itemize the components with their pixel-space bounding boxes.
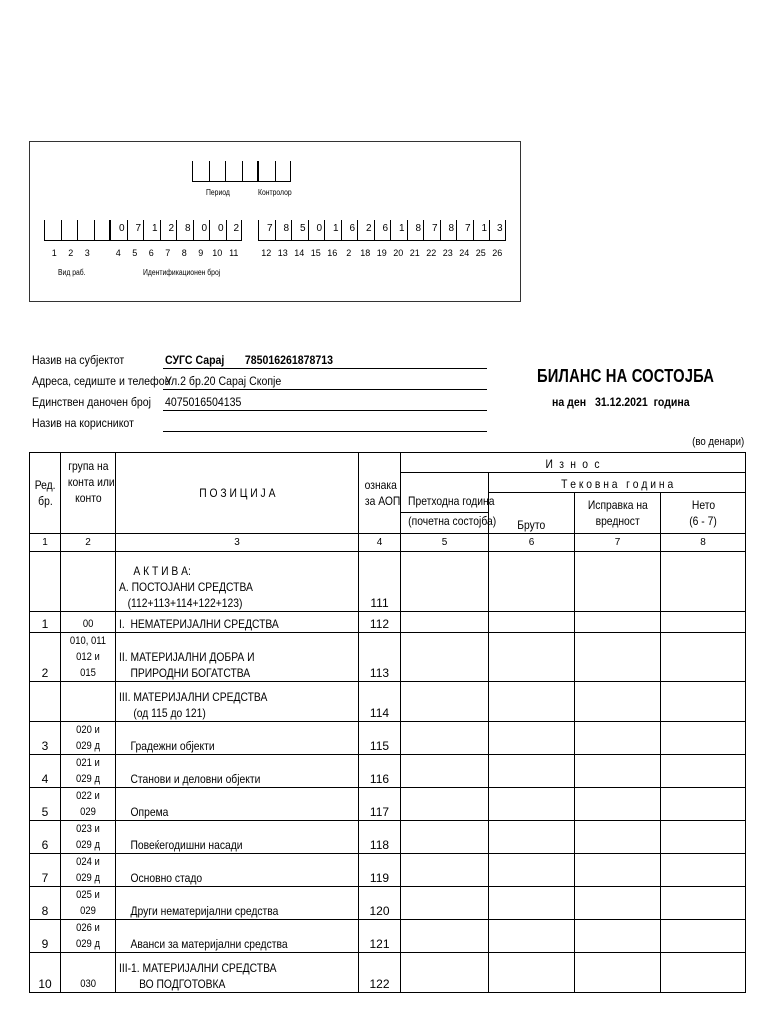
row-amount-adj[interactable] xyxy=(575,722,661,755)
position-number: 23 xyxy=(442,248,453,258)
position-number: 25 xyxy=(475,248,486,258)
currency-note: (во денари) xyxy=(691,436,744,448)
row-amount-gross[interactable] xyxy=(489,854,575,887)
position-number: 4 xyxy=(115,248,121,258)
row-aop: 122 xyxy=(359,953,401,993)
position-number: 21 xyxy=(409,248,420,258)
col-red-header: Ред. бр. xyxy=(30,453,61,534)
row-number: 3 xyxy=(30,722,61,755)
col-net-header: Нето (6 - 7) xyxy=(661,493,746,534)
row-amount-prev[interactable] xyxy=(401,612,489,633)
row-aop: 113 xyxy=(359,633,401,682)
position-number: 12 xyxy=(261,248,272,258)
row-account-group: 020 и 029 д xyxy=(61,722,116,755)
row-amount-prev[interactable] xyxy=(401,755,489,788)
numbers-row-a xyxy=(46,248,96,258)
row-position: Станови и деловни објекти xyxy=(116,755,359,788)
table-row xyxy=(30,920,746,953)
row-amount-gross[interactable] xyxy=(489,612,575,633)
row-amount-gross[interactable] xyxy=(489,755,575,788)
row-amount-gross[interactable] xyxy=(489,887,575,920)
id-digit-cell: 0 xyxy=(209,220,226,241)
table-row xyxy=(30,788,746,821)
row-position: II. МАТЕРИЈАЛНИ ДОБРА И ПРИРОДНИ БОГАТСТВА xyxy=(116,633,359,682)
col-prev-header: Претходна година (почетна состојба) xyxy=(401,473,489,534)
type-label: Вид раб. xyxy=(58,268,86,277)
row-amount-net[interactable] xyxy=(661,920,746,953)
row-position: III. МАТЕРИЈАЛНИ СРЕДСТВА (од 115 до 121) xyxy=(116,682,359,722)
tax-value: 4075016504135 xyxy=(165,395,242,409)
numbers-row-c xyxy=(258,248,506,258)
row-position: Опрема xyxy=(116,788,359,821)
address-value: Ул.2 бр.20 Сарај Скопје xyxy=(165,374,282,388)
id-digit-cell: 7 xyxy=(423,220,440,241)
position-number: 10 xyxy=(212,248,223,258)
row-amount-prev[interactable] xyxy=(401,633,489,682)
row-aop: 116 xyxy=(359,755,401,788)
row-number: 7 xyxy=(30,854,61,887)
row-amount-adj[interactable] xyxy=(575,887,661,920)
position-number: 7 xyxy=(165,248,171,258)
row-number: 10 xyxy=(30,953,61,993)
document-date: на ден 31.12.2021 година xyxy=(552,395,690,409)
control-label: Контролор xyxy=(258,188,292,197)
column-number-row: 1 2 3 4 5 6 7 8 xyxy=(30,534,746,552)
id-digit-cell: 7 xyxy=(258,220,275,241)
row-account-group xyxy=(61,552,116,612)
row-amount-gross[interactable] xyxy=(489,788,575,821)
table-row xyxy=(30,821,746,854)
row-number: 4 xyxy=(30,755,61,788)
position-number: 24 xyxy=(459,248,470,258)
numbers-row-b xyxy=(110,248,242,258)
row-position: А К Т И В А: А. ПОСТОЈАНИ СРЕДСТВА (112+113+114+122+123) xyxy=(116,552,359,612)
position-number: 1 xyxy=(51,248,57,258)
row-position: Основно стадо xyxy=(116,854,359,887)
row-position: Повеќегодишни насади xyxy=(116,821,359,854)
table-row xyxy=(30,953,746,993)
row-account-group: 021 и 029 д xyxy=(61,755,116,788)
type-cells xyxy=(44,220,110,241)
id-digit-cell: 2 xyxy=(226,220,243,241)
position-number: 8 xyxy=(181,248,187,258)
row-amount-gross[interactable] xyxy=(489,682,575,722)
row-amount-gross[interactable] xyxy=(489,633,575,682)
row-position: III-1. МАТЕРИЈАЛНИ СРЕДСТВА ВО ПОДГОТОВКА xyxy=(116,953,359,993)
row-number: 6 xyxy=(30,821,61,854)
row-position: Градежни објекти xyxy=(116,722,359,755)
row-amount-adj[interactable] xyxy=(575,612,661,633)
row-amount-net[interactable] xyxy=(661,612,746,633)
position-number: 3 xyxy=(84,248,90,258)
position-number: 9 xyxy=(198,248,204,258)
id-cells-2 xyxy=(258,220,506,241)
table-row xyxy=(30,755,746,788)
id-digit-cell: 2 xyxy=(357,220,374,241)
id-digit-cell: 0 xyxy=(110,220,127,241)
row-amount-gross[interactable] xyxy=(489,552,575,612)
document-title: БИЛАНС НА СОСТОЈБА xyxy=(537,366,715,386)
row-number: 8 xyxy=(30,887,61,920)
position-number: 19 xyxy=(376,248,387,258)
position-number: 20 xyxy=(393,248,404,258)
address-underline xyxy=(163,389,487,390)
row-amount-net[interactable] xyxy=(661,788,746,821)
balance-table xyxy=(29,452,746,993)
row-account-group: 030 xyxy=(61,953,116,993)
position-number: 6 xyxy=(148,248,154,258)
row-account-group: 010, 011 012 и 015 xyxy=(61,633,116,682)
period-label: Период xyxy=(206,188,230,197)
period-cells xyxy=(192,161,258,182)
row-amount-gross[interactable] xyxy=(489,821,575,854)
control-cells xyxy=(258,161,291,182)
row-position: Аванси за материјални средства xyxy=(116,920,359,953)
row-aop: 121 xyxy=(359,920,401,953)
row-amount-adj[interactable] xyxy=(575,953,661,993)
row-aop: 120 xyxy=(359,887,401,920)
id-digit-cell: 6 xyxy=(341,220,358,241)
name-label: Назив на субјектот xyxy=(32,353,125,367)
tax-underline xyxy=(163,410,487,411)
table-row xyxy=(30,887,746,920)
row-amount-net[interactable] xyxy=(661,887,746,920)
row-amount-net[interactable] xyxy=(661,953,746,993)
row-amount-adj[interactable] xyxy=(575,821,661,854)
col-aop-header: ознака за АОП xyxy=(359,453,401,534)
row-position: I. НЕМАТЕРИЈАЛНИ СРЕДСТВА xyxy=(116,612,359,633)
name-underline xyxy=(163,368,487,369)
row-account-group: 00 xyxy=(61,612,116,633)
row-number xyxy=(30,682,61,722)
row-amount-net[interactable] xyxy=(661,755,746,788)
row-amount-adj[interactable] xyxy=(575,788,661,821)
row-aop: 111 xyxy=(359,552,401,612)
row-number xyxy=(30,552,61,612)
position-number: 16 xyxy=(327,248,338,258)
id-digit-cell: 3 xyxy=(489,220,506,241)
user-underline xyxy=(163,431,487,432)
row-amount-net[interactable] xyxy=(661,682,746,722)
user-label: Назив на корисникот xyxy=(32,416,134,430)
row-account-group: 025 и 029 xyxy=(61,887,116,920)
address-label: Адреса, седиште и телефон xyxy=(32,374,171,388)
table-row xyxy=(30,682,746,722)
row-number: 2 xyxy=(30,633,61,682)
position-number: 15 xyxy=(310,248,321,258)
row-amount-prev[interactable] xyxy=(401,722,489,755)
row-position: Други нематеријални средства xyxy=(116,887,359,920)
table-row xyxy=(30,854,746,887)
row-amount-prev[interactable] xyxy=(401,920,489,953)
row-amount-prev[interactable] xyxy=(401,887,489,920)
position-number: 5 xyxy=(132,248,138,258)
position-number: 13 xyxy=(277,248,288,258)
table-row xyxy=(30,612,746,633)
col-gross-header: Бруто xyxy=(489,493,575,534)
id-label: Идентификационен број xyxy=(143,268,221,277)
row-amount-adj[interactable] xyxy=(575,682,661,722)
col-current-header: Т е к о в н а г о д и н а xyxy=(489,473,746,493)
position-number: 11 xyxy=(229,248,239,258)
table-row xyxy=(30,633,746,682)
row-aop: 119 xyxy=(359,854,401,887)
id-digit-cell: 2 xyxy=(160,220,177,241)
row-amount-gross[interactable] xyxy=(489,953,575,993)
row-aop: 112 xyxy=(359,612,401,633)
id-digit-cell: 6 xyxy=(374,220,391,241)
row-amount-prev[interactable] xyxy=(401,821,489,854)
row-amount-net[interactable] xyxy=(661,633,746,682)
row-amount-adj[interactable] xyxy=(575,755,661,788)
row-amount-prev[interactable] xyxy=(401,788,489,821)
row-amount-adj[interactable] xyxy=(575,552,661,612)
id-digit-cell: 8 xyxy=(440,220,457,241)
col-position-header: П О З И Ц И Ј А xyxy=(116,453,359,534)
row-amount-prev[interactable] xyxy=(401,953,489,993)
row-account-group: 023 и 029 д xyxy=(61,821,116,854)
row-amount-adj[interactable] xyxy=(575,633,661,682)
row-number: 1 xyxy=(30,612,61,633)
id-digit-cell: 1 xyxy=(390,220,407,241)
row-amount-prev[interactable] xyxy=(401,854,489,887)
row-number: 9 xyxy=(30,920,61,953)
row-amount-adj[interactable] xyxy=(575,854,661,887)
row-amount-gross[interactable] xyxy=(489,920,575,953)
id-digit-cell: 1 xyxy=(324,220,341,241)
id-digit-cell: 1 xyxy=(143,220,160,241)
col-amount-header: И з н о с xyxy=(401,453,746,473)
identification-box xyxy=(29,141,521,302)
position-number: 2 xyxy=(68,248,74,258)
id-digit-cell: 7 xyxy=(456,220,473,241)
position-number: 18 xyxy=(360,248,371,258)
table-row xyxy=(30,552,746,612)
id-digit-cell: 1 xyxy=(473,220,490,241)
row-amount-net[interactable] xyxy=(661,821,746,854)
row-number: 5 xyxy=(30,788,61,821)
id-digit-cell: 8 xyxy=(275,220,292,241)
position-number: 22 xyxy=(426,248,437,258)
position-number: 2 xyxy=(346,248,352,258)
row-amount-prev[interactable] xyxy=(401,552,489,612)
id-digit-cell: 8 xyxy=(407,220,424,241)
row-account-group: 022 и 029 xyxy=(61,788,116,821)
position-number: 14 xyxy=(294,248,305,258)
row-aop: 117 xyxy=(359,788,401,821)
col-group-header: група на конта или конто xyxy=(61,453,116,534)
row-account-group: 026 и 029 д xyxy=(61,920,116,953)
row-aop: 114 xyxy=(359,682,401,722)
row-aop: 118 xyxy=(359,821,401,854)
name-value: СУГС Сарај 785016261878713 xyxy=(165,353,333,367)
row-amount-prev[interactable] xyxy=(401,682,489,722)
id-cells-1 xyxy=(110,220,242,241)
row-aop: 115 xyxy=(359,722,401,755)
id-digit-cell: 5 xyxy=(291,220,308,241)
row-account-group xyxy=(61,682,116,722)
row-amount-adj[interactable] xyxy=(575,920,661,953)
id-digit-cell: 0 xyxy=(193,220,210,241)
table-row xyxy=(30,722,746,755)
row-amount-net[interactable] xyxy=(661,854,746,887)
tax-label: Единствен даночен број xyxy=(32,395,151,409)
position-number: 26 xyxy=(492,248,503,258)
id-digit-cell: 8 xyxy=(176,220,193,241)
row-amount-net[interactable] xyxy=(661,552,746,612)
id-digit-cell: 7 xyxy=(127,220,144,241)
row-amount-gross[interactable] xyxy=(489,722,575,755)
row-amount-net[interactable] xyxy=(661,722,746,755)
col-adj-header: Исправка на вредност xyxy=(575,493,661,534)
row-account-group: 024 и 029 д xyxy=(61,854,116,887)
id-digit-cell: 0 xyxy=(308,220,325,241)
